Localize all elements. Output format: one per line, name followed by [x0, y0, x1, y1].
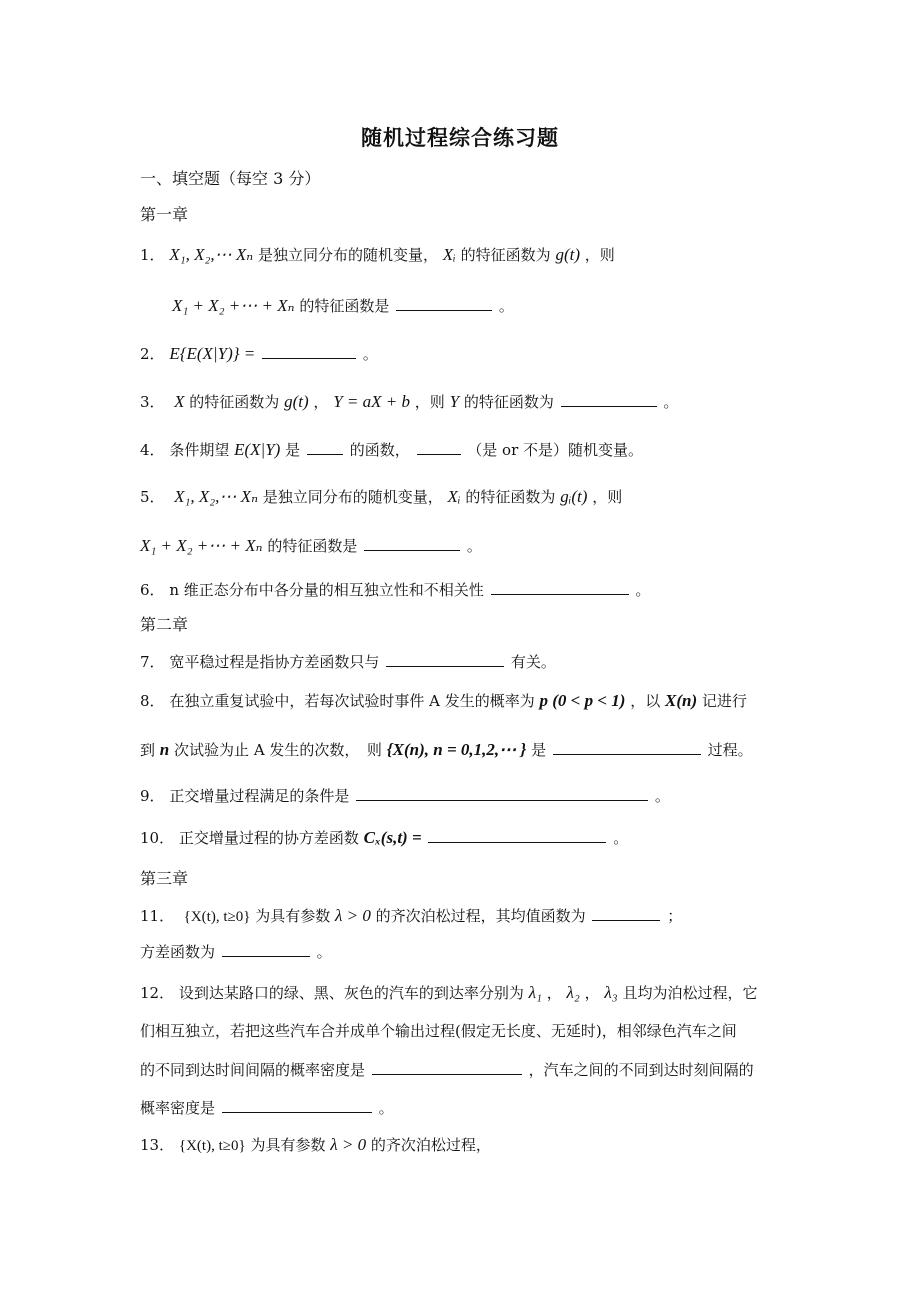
question-1	[140, 244, 615, 266]
question-1-cont	[172, 294, 514, 317]
punctuation: 。	[362, 345, 378, 363]
question-2	[140, 342, 378, 365]
question-6	[140, 578, 650, 601]
question-number: 13．	[140, 1136, 175, 1154]
punctuation: 。	[663, 393, 679, 411]
math-expression: E{E(X|Y)} =	[169, 344, 256, 363]
question-text: 的特征函数是	[299, 297, 390, 315]
question-text: 的特征函数是	[267, 537, 358, 555]
math-rate: λ₃	[604, 983, 618, 1002]
question-number: 1．	[140, 246, 165, 264]
question-text: 的特征函数为	[465, 488, 556, 506]
question-text: 是	[285, 441, 301, 459]
punctuation: ，	[584, 984, 600, 1002]
math-parameter: λ > 0	[330, 1135, 367, 1154]
question-text: n 维正态分布中各分量的相互独立性和不相关性	[169, 581, 484, 599]
question-text: ，则	[584, 246, 615, 264]
answer-blank[interactable]	[372, 1058, 522, 1075]
math-rate: λ₂	[566, 983, 580, 1002]
question-text: 是独立同分布的随机变量，	[257, 246, 438, 264]
question-8	[140, 690, 747, 712]
question-text: 的齐次泊松过程，其均值函数为	[375, 907, 586, 925]
question-text: 且均为泊松过程，它	[622, 984, 758, 1002]
punctuation: ，	[313, 393, 329, 411]
answer-blank[interactable]	[396, 294, 492, 311]
question-number: 6．	[140, 581, 165, 599]
math-parameter: λ > 0	[335, 906, 371, 925]
question-4	[140, 438, 643, 461]
answer-blank[interactable]	[553, 738, 701, 755]
answer-blank[interactable]	[262, 342, 356, 359]
question-text: 次试验为止 A 发生的次数， 则	[174, 741, 382, 759]
question-text: 是独立同分布的随机变量，	[262, 488, 443, 506]
punctuation: 。	[466, 537, 482, 555]
question-text: 正交增量过程满足的条件是	[169, 787, 350, 805]
question-12-line-3	[140, 1058, 754, 1081]
math-variable: n	[159, 740, 170, 759]
math-process: {X(t), t≥0}	[178, 1138, 246, 1154]
question-text: 的齐次泊松过程，	[370, 1136, 491, 1154]
question-3	[140, 390, 678, 413]
punctuation: 。	[498, 297, 514, 315]
punctuation: 。	[635, 581, 651, 599]
punctuation: ，	[546, 984, 562, 1002]
question-text: 有关。	[510, 653, 556, 671]
math-sum: X₁ + X₂ +⋯ + Xₙ	[140, 536, 263, 555]
answer-blank[interactable]	[561, 390, 657, 407]
question-text: 条件期望	[169, 441, 230, 459]
chapter-2-heading: 第二章	[140, 615, 189, 634]
math-variable: Xᵢ	[447, 487, 461, 506]
math-variable: X	[174, 392, 185, 411]
question-number: 4．	[140, 441, 165, 459]
chapter-1-heading: 第一章	[140, 205, 189, 224]
question-text: 方差函数为	[140, 943, 216, 961]
math-sequence: X₁, X₂,⋯ Xₙ	[169, 245, 254, 264]
math-process: X(n)	[665, 691, 698, 710]
question-text: （是 or 不是）随机变量。	[467, 441, 644, 459]
answer-blank[interactable]	[356, 784, 648, 801]
math-expression: Cₓ(s,t) =	[363, 828, 422, 847]
punctuation: ；	[667, 907, 683, 925]
question-text: 为具有参数	[250, 1136, 326, 1154]
answer-blank[interactable]	[428, 826, 606, 843]
page-title: 随机过程综合练习题	[361, 125, 559, 150]
math-variable: Xᵢ	[442, 245, 456, 264]
question-text: 是	[531, 741, 547, 759]
question-text: 的函数，	[349, 441, 410, 459]
answer-blank[interactable]	[364, 534, 460, 551]
question-text: 的不同到达时间间隔的概率密度是	[140, 1061, 366, 1079]
math-set: {X(n), n = 0,1,2,⋯ }	[386, 740, 527, 759]
math-rate: λ₁	[528, 983, 542, 1002]
answer-blank[interactable]	[222, 1096, 372, 1113]
section-heading: 一、填空题（每空 3 分）	[140, 169, 321, 188]
question-text: 在独立重复试验中，若每次试验时事件 A 发生的概率为	[169, 692, 535, 710]
question-11	[140, 904, 682, 928]
question-number: 12．	[140, 984, 175, 1002]
punctuation: 。	[316, 943, 332, 961]
math-function: gᵢ(t)	[560, 487, 588, 506]
question-7	[140, 650, 556, 673]
math-function: g(t)	[555, 245, 580, 264]
punctuation: 。	[378, 1099, 394, 1117]
question-text: ，以	[630, 692, 661, 710]
question-13	[140, 1134, 491, 1157]
question-12-line-2	[140, 1020, 737, 1042]
answer-blank[interactable]	[222, 940, 310, 957]
answer-blank[interactable]	[491, 578, 629, 595]
question-text: 记进行	[701, 692, 747, 710]
question-number: 11．	[140, 907, 175, 925]
question-number: 10．	[140, 829, 175, 847]
question-8-cont	[140, 738, 753, 761]
math-probability: p (0 < p < 1)	[539, 691, 626, 710]
question-number: 8．	[140, 692, 165, 710]
question-text: 宽平稳过程是指协方差函数只与	[169, 653, 380, 671]
question-text: 正交增量过程的协方差函数	[178, 829, 359, 847]
question-5	[140, 486, 622, 508]
math-equation: Y = aX + b	[333, 392, 410, 411]
question-number: 5．	[140, 488, 165, 506]
math-sequence: X₁, X₂,⋯ Xₙ	[174, 487, 258, 506]
question-9	[140, 784, 670, 807]
chapter-3-heading: 第三章	[140, 869, 189, 888]
answer-blank[interactable]	[386, 650, 504, 667]
question-text: 的特征函数为	[189, 393, 280, 411]
answer-blank[interactable]	[307, 438, 343, 455]
punctuation: 。	[613, 829, 629, 847]
question-text: ，则	[592, 488, 623, 506]
math-sum: X₁ + X₂ +⋯ + Xₙ	[172, 296, 295, 315]
question-text: 设到达某路口的绿、黑、灰色的汽车的到达率分别为	[178, 984, 524, 1002]
question-5-cont	[140, 534, 482, 557]
question-12-line-4	[140, 1096, 394, 1119]
question-text: 的特征函数为	[463, 393, 554, 411]
question-12	[140, 982, 757, 1004]
question-text: ，汽车之间的不同到达时刻间隔的	[528, 1061, 754, 1079]
answer-blank[interactable]	[592, 904, 660, 921]
math-function: g(t)	[284, 392, 309, 411]
question-text: ，则	[414, 393, 445, 411]
question-text: 的特征函数为	[460, 246, 551, 264]
question-text: 过程。	[707, 741, 753, 759]
question-11-cont	[140, 940, 332, 963]
question-10	[140, 826, 628, 849]
math-variable: Y	[449, 392, 460, 411]
question-text: 到	[140, 741, 156, 759]
question-text: 们相互独立，若把这些汽车合并成单个输出过程(假定无长度、无延时)，相邻绿色汽车之间	[140, 1022, 737, 1040]
math-process: {X(t), t≥0}	[183, 909, 251, 925]
question-number: 7．	[140, 653, 165, 671]
question-number: 2．	[140, 345, 165, 363]
math-expression: E(X|Y)	[234, 440, 281, 459]
question-text: 为具有参数	[255, 907, 331, 925]
answer-blank[interactable]	[417, 438, 461, 455]
question-number: 9．	[140, 787, 165, 805]
question-number: 3．	[140, 393, 165, 411]
question-text: 概率密度是	[140, 1099, 216, 1117]
punctuation: 。	[654, 787, 670, 805]
